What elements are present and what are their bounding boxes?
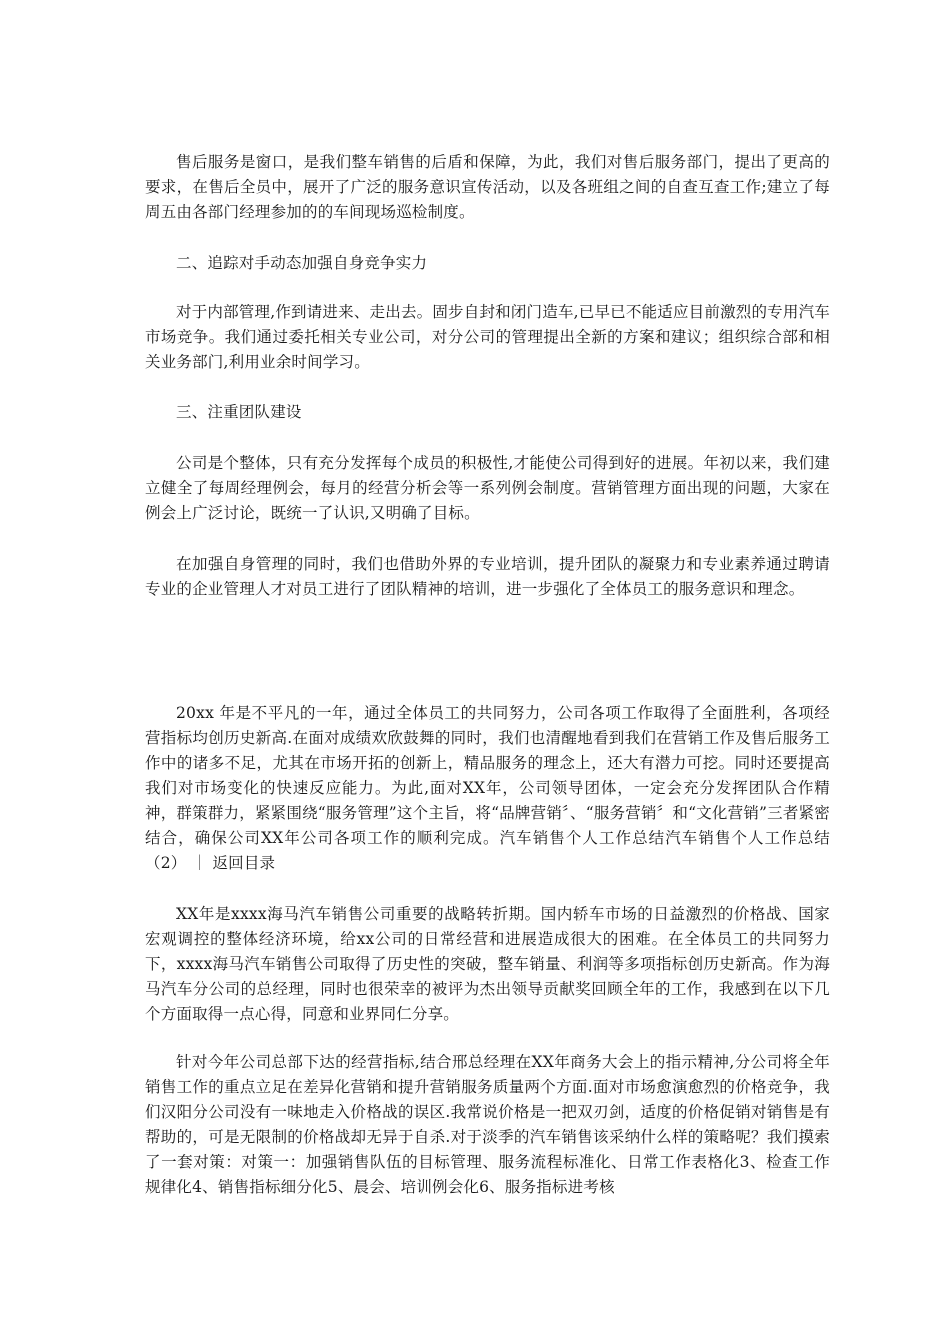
paragraph-haima-sales: XX年是xxxx海马汽车销售公司重要的战略转折期。国内轿车市场的日益激烈的价格战、国家宏观调控的整体经济环境，给xx公司的日常经营和进展造成很大的困难。在全体员工的共同努力下，xxxx海马汽车销售公司取得了历史性的突破，整车销量、利润等多项指标创历史新高。作为海马汽车分公司的总经理，同时也很荣幸的被评为杰出领导贡献奖回顾全年的工作，我感到在以下几个方面取得一点心得，同意和业界同仁分享。 xyxy=(145,905,830,1023)
paragraph-after-sales: 售后服务是窗口，是我们整车销售的后盾和保障，为此，我们对售后服务部门，提出了更高的要求，在售后全员中，展开了广泛的服务意识宣传活动，以及各班组之间的自查互查工作;建立了每周五由各部门经理参加的的车间现场巡检制度。 xyxy=(145,153,830,221)
paragraph-sales-strategy: 针对今年公司总部下达的经营指标,结合邢总经理在XX年商务大会上的指示精神,分公司将全年销售工作的重点立足在差异化营销和提升营销服务质量两个方面.面对市场愈演愈烈的价格竞争，我们汉阳分公司没有一味地走入价格战的误区.我常说价格是一把双刃剑，适度的价格促销对销售是有帮助的，可是无限制的价格战却无异于自杀.对于淡季的汽车销售该采纳什么样的策略呢？我们摸索了一套对策：对策一：加强销售队伍的目标管理、服务流程标准化、日常工作表格化3、检查工作规律化4、销售指标细分化5、晨会、培训例会化6、服务指标进考核 xyxy=(145,1053,830,1196)
paragraph-internal-management: 对于内部管理,作到请进来、走出去。固步自封和闭门造车,已早已不能适应目前激烈的专用汽车市场竞争。我们通过委托相关专业公司，对分公司的管理提出全新的方案和建议；组织综合部和相关业务部门,利用业余时间学习。 xyxy=(145,303,830,371)
section-heading-2: 二、追踪对手动态加强自身竞争实力 xyxy=(176,254,428,272)
paragraph-training: 在加强自身管理的同时，我们也借助外界的专业培训，提升团队的凝聚力和专业素养通过聘请专业的企业管理人才对员工进行了团队精神的培训，进一步强化了全体员工的服务意识和理念。 xyxy=(145,555,830,598)
year-summary-text: 20xx 年是不平凡的一年，通过全体员工的共同努力，公司各项工作取得了全面胜利，各项经营指标均创历史新高.在面对成绩欢欣鼓舞的同时，我们也清醒地看到我们在营销工作及售后服务工作中的诸多不足，尤其在市场开拓的创新上，精品服务的理念上，还大有潜力可挖。同时还要提高我们对市场变化的快速反应能力。为此,面对XX年，公司领导团体，一定会充分发挥团队合作精神，群策群力，紧紧围绕“服务管理”这个主旨，将“品牌营销〞、“服务营销〞和“文化营销”三者紧密结合，确保公司XX年公司各项工作的顺利完成。汽车销售个人工作总结汽车销售个人工作总结（2） xyxy=(145,704,830,872)
section-heading-3: 三、注重团队建设 xyxy=(176,403,302,421)
link-separator: ｜ xyxy=(186,854,213,872)
paragraph-team-whole: 公司是个整体，只有充分发挥每个成员的积极性,才能使公司得到好的进展。年初以来，我们建立健全了每周经理例会，每月的经营分析会等一系列例会制度。营销管理方面出现的问题，大家在例会上广泛讨论，既统一了认识,又明确了目标。 xyxy=(145,454,830,522)
back-to-contents-link[interactable]: 返回目录 xyxy=(212,854,276,872)
paragraph-year-summary xyxy=(145,701,830,876)
